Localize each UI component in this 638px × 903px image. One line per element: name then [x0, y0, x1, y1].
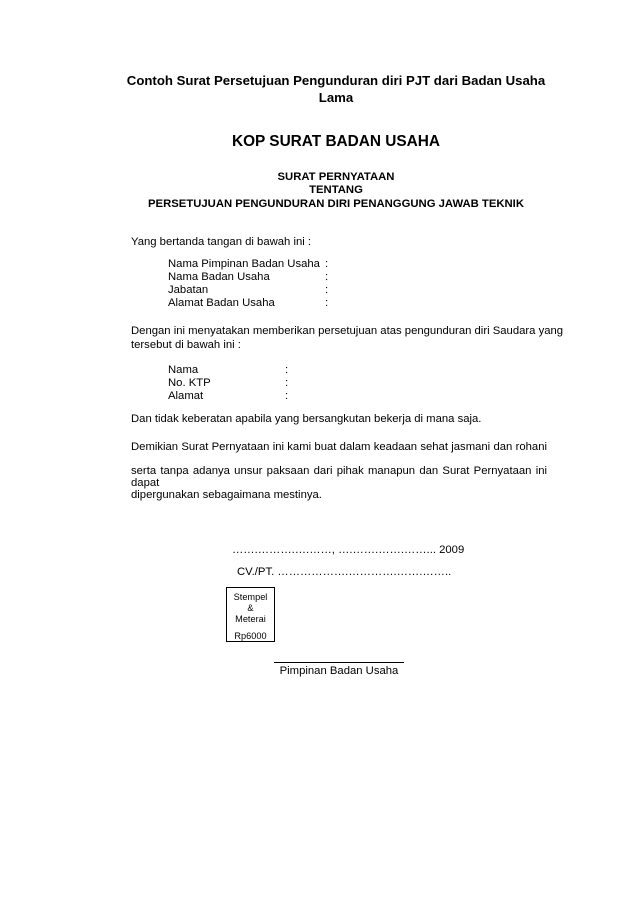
signature-line: [274, 662, 404, 664]
field-label: Nama: [168, 364, 199, 376]
company-line: CV./PT. ……………….………….…….……..: [237, 566, 452, 578]
stamp-label: Stempel: [233, 592, 268, 602]
stamp-box: [226, 587, 275, 642]
stamp-value: Rp6000: [234, 631, 267, 641]
field-label: Nama Badan Usaha: [168, 271, 270, 283]
heading-tentang: TENTANG: [309, 184, 363, 196]
statement-line1: Dengan ini menyatakan memberikan persetujuan atas pengunduran diri Saudara yang: [131, 325, 564, 337]
field-label: Jabatan: [168, 284, 209, 296]
field-colon: :: [325, 271, 329, 283]
field-colon: :: [325, 258, 329, 270]
stamp-ampersand: &: [247, 603, 254, 613]
letterhead-placeholder: KOP SURAT BADAN USAHA: [231, 133, 441, 150]
field-label: No. KTP: [168, 377, 211, 389]
heading-subject: PERSETUJUAN PENGUNDURAN DIRI PENANGGUNG JAWAB TEKNIK: [148, 198, 524, 210]
intro-text: Yang bertanda tangan di bawah ini :: [131, 236, 312, 248]
closing-line2: serta tanpa adanya unsur paksaan dari pihak manapun dan Surat Pernyataan ini dapat: [131, 465, 547, 489]
field-colon: :: [285, 364, 289, 376]
field-colon: :: [285, 390, 289, 402]
field-label: Nama Pimpinan Badan Usaha: [168, 258, 320, 270]
statement-line2: tersebut di bawah ini :: [131, 339, 241, 351]
field-colon: :: [325, 297, 329, 309]
field-label: Alamat: [168, 390, 204, 402]
heading-surat-pernyataan: SURAT PERNYATAAN: [277, 171, 395, 183]
no-objection-text: Dan tidak keberatan apabila yang bersangkutan bekerja di mana saja.: [131, 413, 482, 425]
field-label: Alamat Badan Usaha: [168, 297, 275, 309]
document-title-line2: Lama: [318, 90, 354, 105]
signer-title: Pimpinan Badan Usaha: [279, 665, 399, 677]
closing-line3: dipergunakan sebagaimana mestinya.: [131, 489, 322, 501]
document-title-line1: Contoh Surat Persetujuan Pengunduran diri PJT dari Badan Usaha: [126, 73, 546, 88]
closing-line1: Demikian Surat Pernyataan ini kami buat dalam keadaan sehat jasmani dan rohani: [131, 441, 547, 453]
stamp-label-meterai: Meterai: [235, 614, 266, 624]
field-colon: :: [325, 284, 329, 296]
field-colon: :: [285, 377, 289, 389]
place-date-line: …….……….….……, ….…….…….……... 2009: [232, 544, 465, 556]
